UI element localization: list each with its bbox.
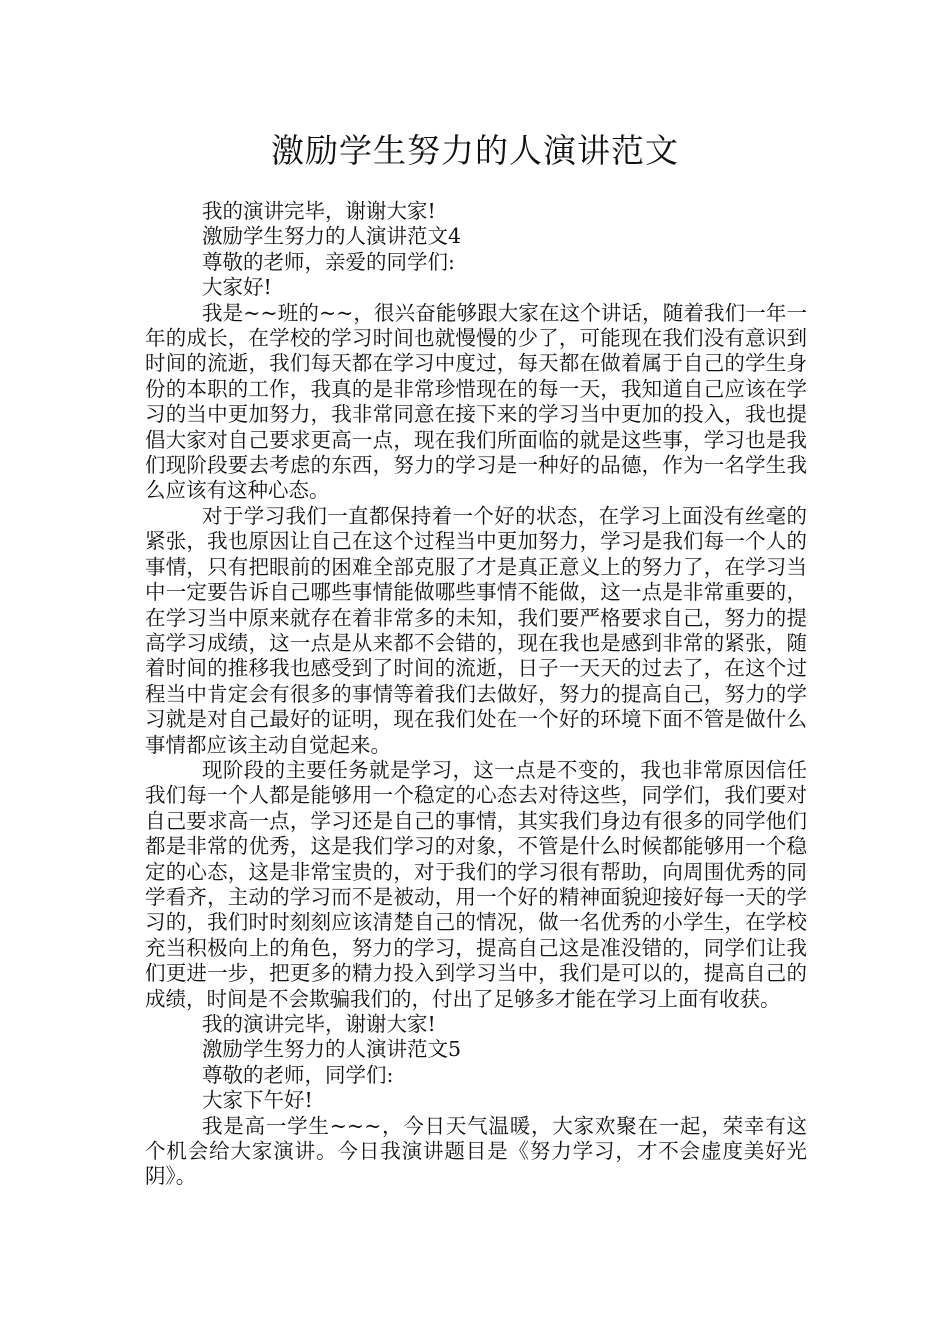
paragraph-closing-1: 我的演讲完毕，谢谢大家!	[202, 199, 436, 223]
document-body	[145, 199, 807, 1190]
paragraph-hello-2: 大家下午好!	[202, 1088, 313, 1113]
paragraph-body-4: 我是高一学生~~~，今日天气温暖，大家欢聚在一起，荣幸有这个机会给大家演讲。今日我演讲题目是《努力学习，才不会虚度美好光阴》。	[145, 1113, 807, 1189]
document-title: 激励学生努力的人演讲范文	[271, 131, 679, 170]
paragraph-body-3: 现阶段的主要任务就是学习，这一点是不变的，我也非常原因信任我们每一个人都是能够用一个稳定的心态去对待这些，同学们，我们要对自己要求高一点，学习还是自己的事情，其实我们身边有很多的同学他们都是非常的优秀，这是我们学习的对象，不管是什么时候都能够用一个稳定的心态，这是非常宝贵的，对于我们的学习很有帮助，向周围优秀的同学看齐，主动的学习而不是被动，用一个好的精神面貌迎接好每一天的学习的，我们时时刻刻应该清楚自己的情况，做一名优秀的小学生，在学校充当积极向上的角色，努力的学习，提高自己这是准没错的，同学们让我们更进一步，把更多的精力投入到学习当中，我们是可以的，提高自己的成绩，时间是不会欺骗我们的，付出了足够多才能在学习上面有收获。	[145, 757, 807, 1011]
paragraph-heading-5: 激励学生努力的人演讲范文5	[202, 1037, 462, 1062]
paragraph-hello-1: 大家好!	[202, 275, 272, 300]
paragraph-heading-4: 激励学生努力的人演讲范文4	[202, 224, 462, 249]
paragraph-greeting-1: 尊敬的老师，亲爱的同学们:	[202, 249, 455, 274]
paragraph-closing-2: 我的演讲完毕，谢谢大家!	[202, 1012, 436, 1036]
paragraph-body-2: 对于学习我们一直都保持着一个好的状态，在学习上面没有丝毫的紧张，我也原因让自己在这个过程当中更加努力，学习是我们每一个人的事情，只有把眼前的困难全部克服了才是真正意义上的努力了，在学习当中一定要告诉自己哪些事情能做哪些事情不能做，这一点是非常重要的，在学习当中原来就存在着非常多的未知，我们要严格要求自己，努力的提高学习成绩，这一点是从来都不会错的，现在我也是感到非常的紧张，随着时间的推移我也感受到了时间的流逝，日子一天天的过去了，在这个过程当中肯定会有很多的事情等着我们去做好，努力的提高自己，努力的学习就是对自己最好的证明，现在我们处在一个好的环境下面不管是做什么事情都应该主动自觉起来。	[145, 503, 807, 757]
paragraph-body-1: 我是~~班的~~，很兴奋能够跟大家在这个讲话，随着我们一年一年的成长，在学校的学习时间也就慢慢的少了，可能现在我们没有意识到时间的流逝，我们每天都在学习中度过，每天都在做着属于自己的学生身份的本职的工作，我真的是非常珍惜现在的每一天，我知道自己应该在学习的当中更加努力，我非常同意在接下来的学习当中更加的投入，我也提倡大家对自己要求更高一点，现在我们所面临的就是这些事，学习也是我们现阶段要去考虑的东西，努力的学习是一种好的品德，作为一名学生我么应该有这种心态。	[145, 300, 807, 503]
paragraph-greeting-2: 尊敬的老师，同学们:	[202, 1062, 394, 1087]
